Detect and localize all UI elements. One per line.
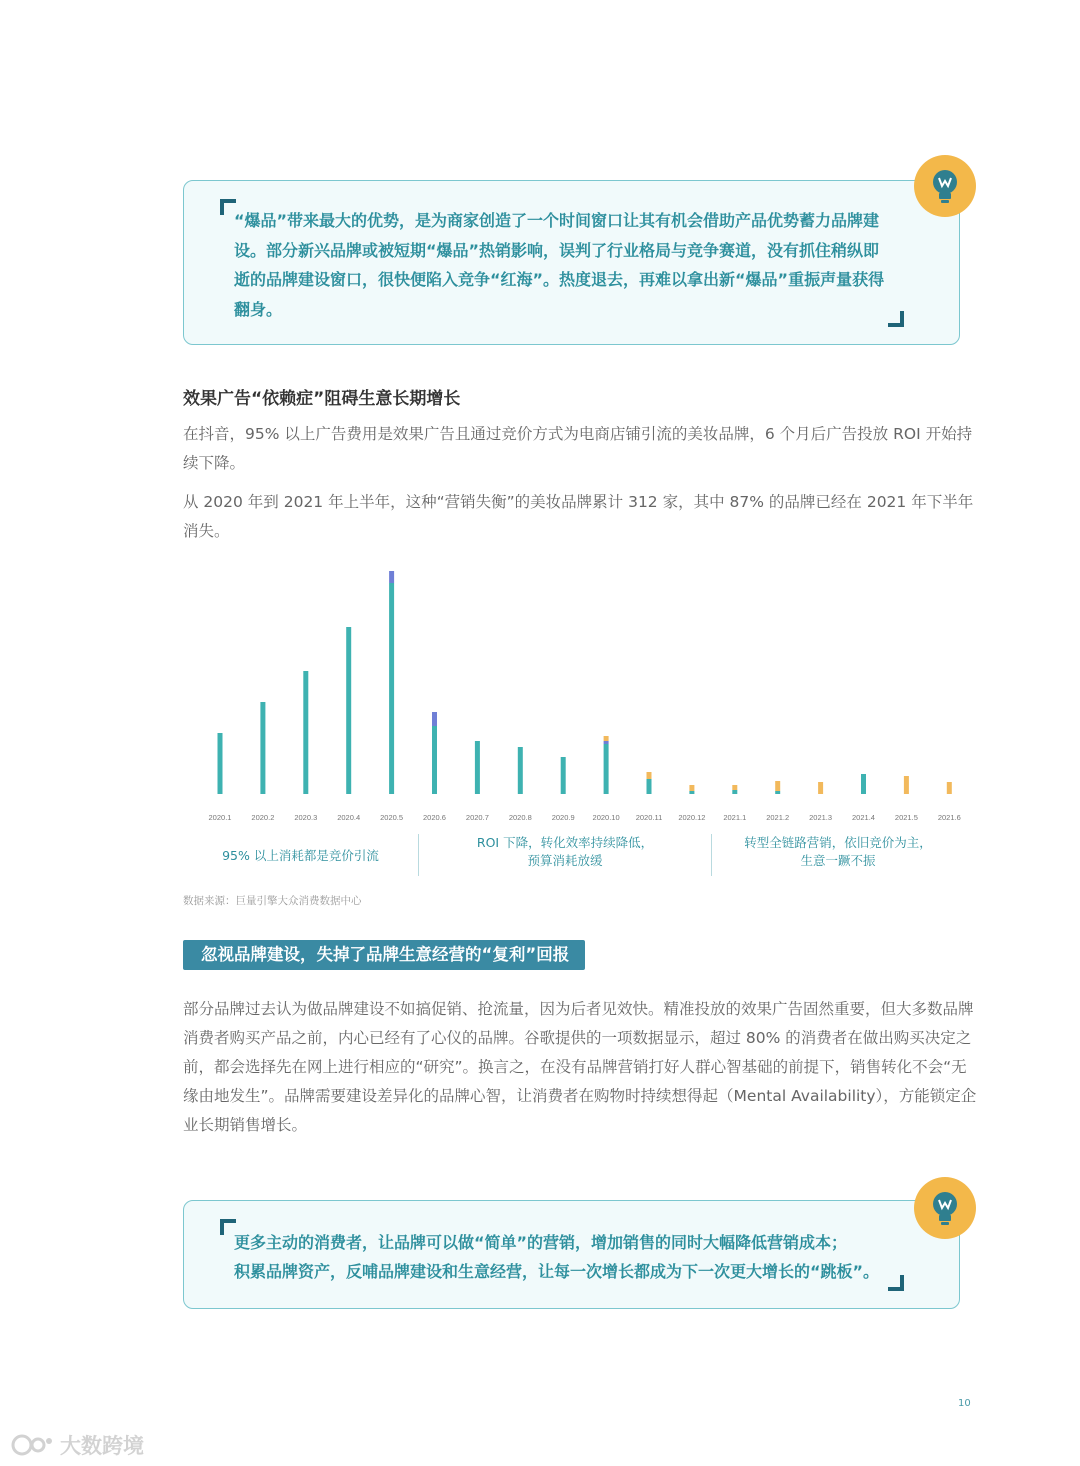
x-tick-label: 2020.7 bbox=[465, 813, 489, 822]
close-bracket-icon bbox=[888, 1275, 904, 1291]
bar-2020.11-s0 bbox=[647, 779, 652, 794]
watermark-logo-icon bbox=[10, 1432, 54, 1458]
chart-svg bbox=[183, 560, 978, 830]
band-2-line-2: 预算消耗放缓 bbox=[527, 853, 603, 868]
bar-2020.6-s1 bbox=[432, 712, 437, 726]
quote-callout-2 bbox=[183, 1200, 960, 1309]
bar-2020.10-s1 bbox=[604, 741, 609, 744]
x-tick-label: 2020.11 bbox=[635, 813, 663, 822]
x-tick-label: 2021.2 bbox=[766, 813, 790, 822]
x-tick-label: 2021.5 bbox=[894, 813, 918, 822]
x-tick-label: 2021.3 bbox=[809, 813, 833, 822]
bar-2021.4-s0 bbox=[861, 774, 866, 794]
x-tick-label: 2020.2 bbox=[251, 813, 275, 822]
watermark-text: 大数跨境 bbox=[60, 1434, 144, 1458]
x-tick-label: 2020.3 bbox=[294, 813, 318, 822]
x-tick-label: 2020.9 bbox=[551, 813, 575, 822]
bar-2020.3-s0 bbox=[303, 671, 308, 794]
data-source: 数据来源：巨量引擎大众消费数据中心 bbox=[183, 895, 362, 907]
bar-2020.2-s0 bbox=[260, 702, 265, 794]
bar-2021.5-s2 bbox=[904, 776, 909, 794]
bar-chart bbox=[183, 560, 978, 830]
paragraph-3: 部分品牌过去认为做品牌建设不如搞促销、抢流量，因为后者见效快。精准投放的效果广告固然重要，但大多数品牌消费者购买产品之前，内心已经有了心仪的品牌。谷歌提供的一项数据显示，超过 80% 的消费者在做出购买决定之前，都会选择先在网上进行相应的“研究”。换言之，在没有品牌营销打好人群心智基础的前提下，销售转化不会“无缘由地发生”。品牌需要建设差异化的品牌心智，让消费者在购物时持续想得起（Mental Availability），方能锁定企业长期销售增长。 bbox=[183, 1000, 977, 1134]
watermark bbox=[10, 1430, 144, 1460]
bar-2020.12-s0 bbox=[689, 791, 694, 794]
lightbulb-icon bbox=[914, 155, 976, 217]
band-3-line-1: 转型全链路营销，依旧竞价为主， bbox=[744, 835, 932, 850]
bar-2021.6-s2 bbox=[947, 782, 952, 794]
bar-2020.1-s0 bbox=[218, 733, 223, 794]
bar-2020.10-s0 bbox=[604, 744, 609, 794]
callout-1-text: “爆品”带来最大的优势，是为商家创造了一个时间窗口让其有机会借助产品优势蓄力品牌建设。部分新兴品牌或被短期“爆品”热销影响，误判了行业格局与竞争赛道，没有抓住稍纵即逝的品牌建设窗口，很快便陷入竞争“红海”。热度退去，再难以拿出新“爆品”重振声量获得翻身。 bbox=[234, 211, 885, 319]
band-2-line-1: ROI 下降，转化效率持续降低， bbox=[476, 835, 654, 850]
x-tick-label: 2020.6 bbox=[423, 813, 446, 822]
x-tick-label: 2021.4 bbox=[852, 813, 875, 822]
section-title: 效果广告“依赖症”阻碍生意长期增长 bbox=[183, 389, 461, 409]
x-tick-label: 2020.12 bbox=[678, 813, 706, 822]
quote-callout-1 bbox=[183, 180, 960, 345]
section-banner: 忽视品牌建设，失掉了品牌生意经营的“复利”回报 bbox=[183, 940, 585, 970]
bar-2020.7-s0 bbox=[475, 741, 480, 794]
bar-2020.5-s0 bbox=[389, 583, 394, 794]
x-tick-label: 2020.5 bbox=[380, 813, 404, 822]
bar-2020.4-s0 bbox=[346, 627, 351, 794]
band-divider bbox=[711, 834, 712, 876]
band-label-3 bbox=[713, 834, 963, 870]
band-label-1 bbox=[183, 847, 418, 865]
bar-2021.2-s2 bbox=[775, 781, 780, 791]
band-label-2 bbox=[420, 834, 710, 870]
page-number: 10 bbox=[958, 1398, 971, 1409]
x-tick-label: 2020.10 bbox=[592, 813, 620, 822]
bar-2020.11-s2 bbox=[647, 772, 652, 779]
paragraph-2: 从 2020 年到 2021 年上半年，这种“营销失衡”的美妆品牌累计 312 家，其中 87% 的品牌已经在 2021 年下半年消失。 bbox=[183, 493, 974, 540]
bar-2021.1-s2 bbox=[732, 785, 737, 790]
x-tick-label: 2020.1 bbox=[208, 813, 232, 822]
bar-2020.5-s1 bbox=[389, 571, 394, 583]
bar-2021.1-s0 bbox=[732, 790, 737, 794]
bar-2020.12-s2 bbox=[689, 785, 694, 791]
bar-2020.8-s0 bbox=[518, 747, 523, 794]
callout-2-line-1: 更多主动的消费者，让品牌可以做“简单”的营销，增加销售的同时大幅降低营销成本； bbox=[234, 1233, 848, 1252]
band-divider bbox=[418, 834, 419, 876]
callout-2-line-2: 积累品牌资产，反哺品牌建设和生意经营，让每一次增长都成为下一次更大增长的“跳板”。 bbox=[234, 1262, 880, 1281]
band-3-line-2: 生意一蹶不振 bbox=[800, 853, 876, 868]
x-tick-label: 2020.4 bbox=[337, 813, 361, 822]
bar-2020.6-s0 bbox=[432, 726, 437, 794]
band-1-text: 95% 以上消耗都是竞价引流 bbox=[222, 848, 379, 863]
x-tick-label: 2021.1 bbox=[723, 813, 747, 822]
bar-2021.2-s0 bbox=[775, 791, 780, 794]
bar-2020.10-s2 bbox=[604, 736, 609, 741]
x-tick-label: 2020.8 bbox=[508, 813, 532, 822]
close-bracket-icon bbox=[888, 311, 904, 327]
x-tick-label: 2021.6 bbox=[937, 813, 961, 822]
bar-2020.9-s0 bbox=[561, 757, 566, 794]
lightbulb-icon bbox=[914, 1177, 976, 1239]
paragraph-1: 在抖音，95% 以上广告费用是效果广告且通过竞价方式为电商店铺引流的美妆品牌，6 个月后广告投放 ROI 开始持续下降。 bbox=[183, 425, 973, 472]
bar-2021.3-s2 bbox=[818, 782, 823, 794]
